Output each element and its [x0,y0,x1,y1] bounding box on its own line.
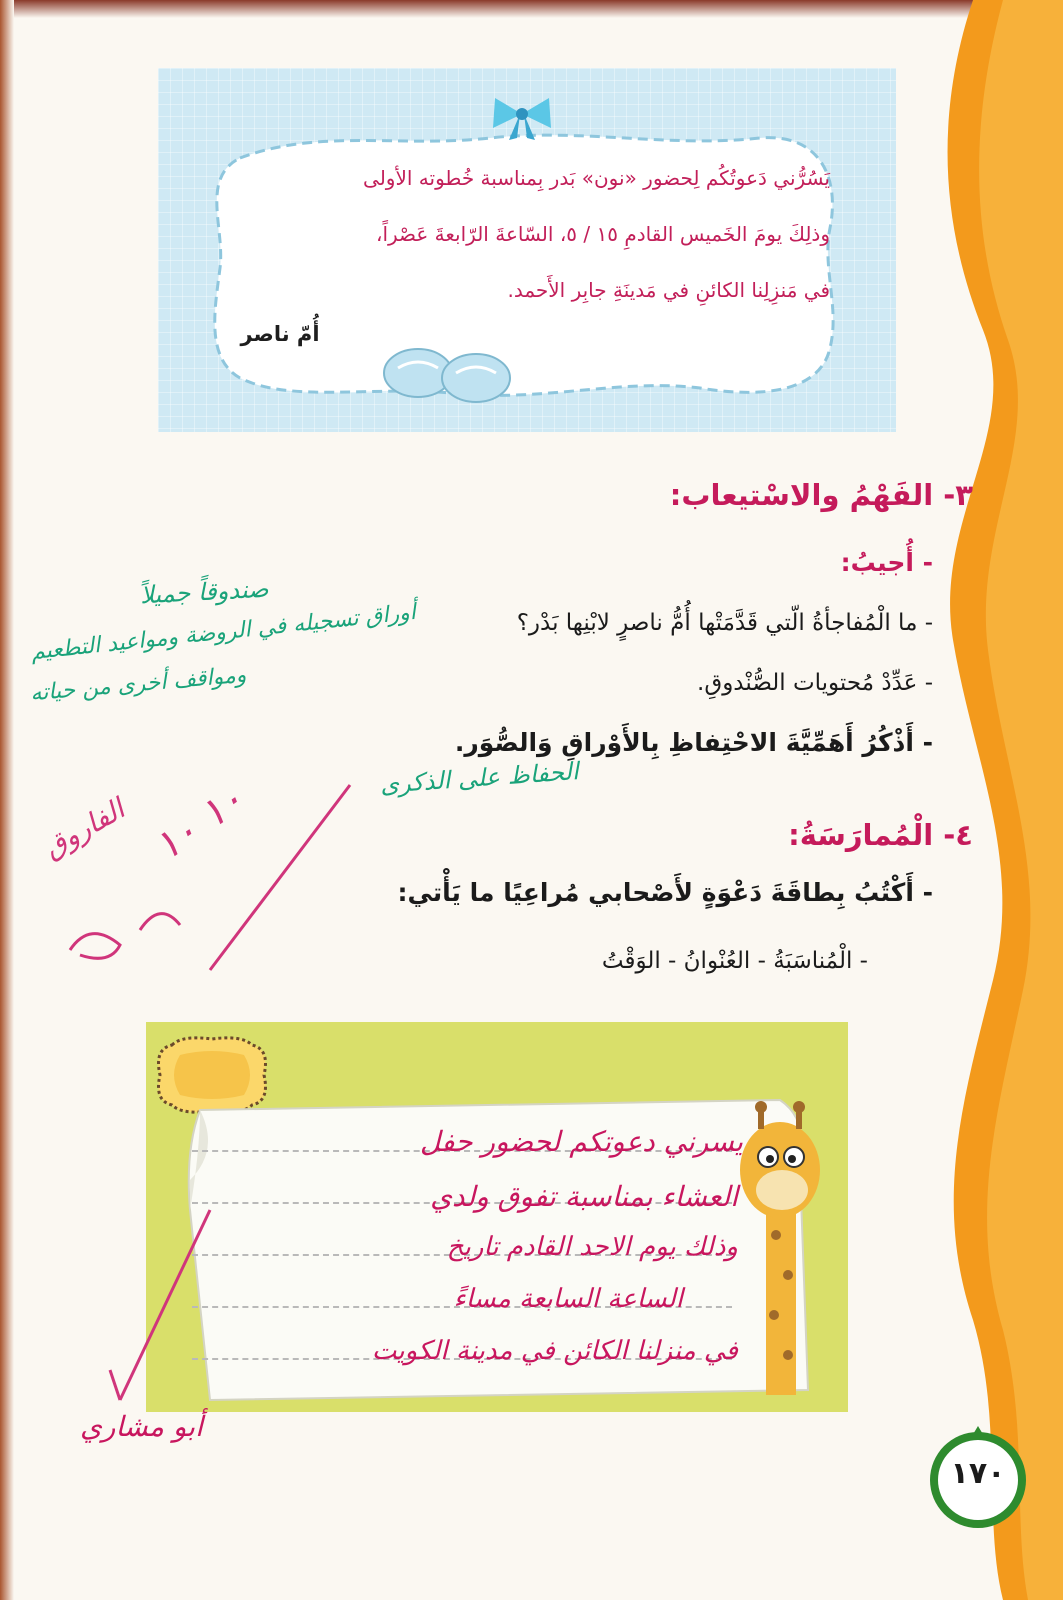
margin-note-name: الفاروق [37,792,131,865]
teacher-check-mark [100,1200,220,1420]
page-edge-top [0,0,1063,18]
section-4-title: ٤- الْمُمارَسَةُ: [788,818,973,852]
page-number: ١٧٠ [950,1456,1006,1491]
section-4-instruction: - أَكْتُبُ بِطاقَةَ دَعْوَةٍ لأَصْحابي مُراعِيًا ما يَأْتي: [397,878,933,907]
orange-wave-band [913,0,1063,1600]
section-3-instruction: - أُجيبُ: [840,548,933,577]
baby-shoes-icon [378,328,518,408]
page-edge-left [0,0,14,1600]
card-line-3: وذلك يوم الاحد القادم تاريخ [446,1232,738,1262]
handwritten-answer-1: صندوقاً جميلاً [139,574,270,610]
card-line-5: في منزلنا الكائن في مدينة الكويت [371,1336,738,1366]
handwritten-answer-2: أوراق تسجيله في الروضة ومواعيد التطعيم [29,599,417,666]
card-line-4: الساعة السابعة مساءً [453,1284,683,1314]
grade-stroke-mark [50,780,370,980]
card-signature: أبو مشاري [80,1410,203,1443]
section-3-title: ٣- الفَهْمُ والاسْتيعاب: [669,478,973,512]
section-4-criteria: - الْمُناسَبَةُ - العُنْوانُ - الوَقْتُ [601,948,868,974]
handwritten-answer-4: الحفاظ على الذكرى [379,757,580,799]
invitation-line: وذلِكَ يومَ الخَميس القادمِ ١٥ / ٥، السّاعةَ الرّابعةَ عَصْراً، [376,222,830,246]
question-2: - عَدِّدْ مُحتويات الصُّنْدوقِ. [697,670,933,696]
card-line-1: يسرني دعوتكم لحضور حفل [419,1125,743,1158]
ribbon-bow-icon [487,92,557,142]
invitation-line: يَسُرُّني دَعوتُكُم لِحضور «نون» بَدر بِمناسبة خُطوته الأولى [363,166,830,190]
giraffe-icon [728,1095,828,1395]
invitation-signature: أُمّ ناصر [240,322,320,346]
question-1: - ما الْمُفاجأةُ الّتي قَدَّمَتْها أُمُّ ناصرٍ لابْنِها بَدْر؟ [516,610,933,636]
invitation-line: في مَنزِلِنا الكائنِ في مَدينَةِ جابِر الأَحمد. [507,278,830,302]
margin-note-grade: ١٠ ١٠ [145,775,253,871]
question-3: - أَذْكُرُ أَهَمِّيَّةَ الاحْتِفاظِ بِالأَوْراقِ وَالصُّوَر. [454,728,933,757]
card-line-2: العشاء بمناسبة تفوق ولدي [430,1180,738,1213]
handwritten-answer-3: ومواقف أخرى من حياته [29,662,248,707]
invitation-text [230,150,830,318]
